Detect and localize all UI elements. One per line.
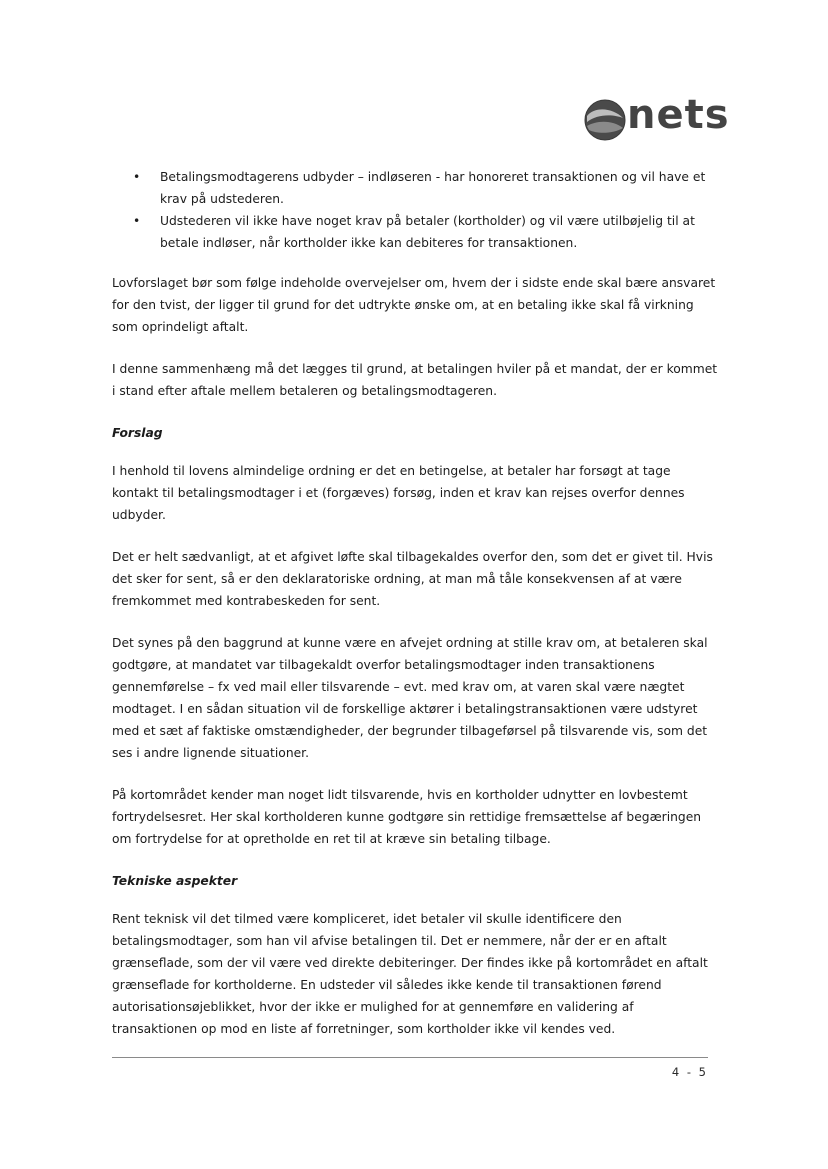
section-heading: Tekniske aspekter xyxy=(112,874,238,888)
paragraph: Det synes på den baggrund at kunne være en afvejet ordning at stille krav om, at betaleren skal godtgøre, at mandatet var tilbagekaldt overfor betalingsmodtager inden transaktionens gennemførelse – fx ved mail eller tilsvarende – evt. med krav om, at varen skal være nægtet modtaget. I en sådan situation vil de forskellige aktører i betalingstransaktionen være udstyret med et sæt af faktiske omstændigheder, der begrunder tilbageførsel på tilsvarende vis, som det ses i andre lignende situationer. xyxy=(112,636,708,760)
footer-divider xyxy=(112,1057,708,1058)
paragraph: I denne sammenhæng må det lægges til grund, at betalingen hviler på et mandat, der er kommet i stand efter aftale mellem betaleren og betalingsmodtageren. xyxy=(112,362,718,398)
section-heading: Forslag xyxy=(112,426,163,440)
nets-logo xyxy=(583,94,733,144)
document-body xyxy=(112,166,718,1060)
logo-wordmark: nets xyxy=(627,92,730,138)
bullet-list xyxy=(112,166,718,254)
page-number: 4 - 5 xyxy=(671,1065,708,1079)
bullet-icon: • xyxy=(133,214,141,228)
paragraph: På kortområdet kender man noget lidt tilsvarende, hvis en kortholder udnytter en lovbestemt fortrydelsesret. Her skal kortholderen kunne godtgøre sin rettidige fremsættelse af begæringen om fortrydelse for at opretholde en ret til at kræve sin betaling tilbage. xyxy=(112,788,702,846)
paragraph: Det er helt sædvanligt, at et afgivet løfte skal tilbagekaldes overfor den, som det er givet til. Hvis det sker for sent, så er den deklaratoriske ordning, at man må tåle konsekvensen af at være fremkommet med kontrabeskeden for sent. xyxy=(112,550,713,608)
list-item: • Udstederen vil ikke have noget krav på betaler (kortholder) og vil være utilbøjelig til at betale indløser, når kortholder ikke kan debiteres for transaktionen. xyxy=(112,210,718,254)
nets-logo-icon xyxy=(583,98,627,142)
paragraph: Rent teknisk vil det tilmed være kompliceret, idet betaler vil skulle identificere den betalingsmodtager, som han vil afvise betalingen til. Det er nemmere, når der er en aftalt grænseflade, som der vil være ved direkte debiteringer. Der findes ikke på kortområdet en aftalt grænseflade for kortholderne. En udsteder vil således ikke kende til transaktionen førend autorisationsøjeblikket, hvor der ikke er mulighed for at gennemføre en validering af transaktionen op mod en liste af forretninger, som kortholder ikke vil kendes ved. xyxy=(112,912,708,1036)
list-item: • Betalingsmodtagerens udbyder – indløseren - har honoreret transaktionen og vil have et krav på udstederen. xyxy=(112,166,718,210)
paragraph: Lovforslaget bør som følge indeholde overvejelser om, hvem der i sidste ende skal bære ansvaret for den tvist, der ligger til grund for det udtrykte ønske om, at en betaling ikke skal få virkning som oprindeligt aftalt. xyxy=(112,276,716,334)
bullet-icon: • xyxy=(133,170,141,184)
paragraph: I henhold til lovens almindelige ordning er det en betingelse, at betaler har forsøgt at tage kontakt til betalingsmodtager i et (forgæves) forsøg, inden et krav kan rejses overfor dennes udbyder. xyxy=(112,464,685,522)
